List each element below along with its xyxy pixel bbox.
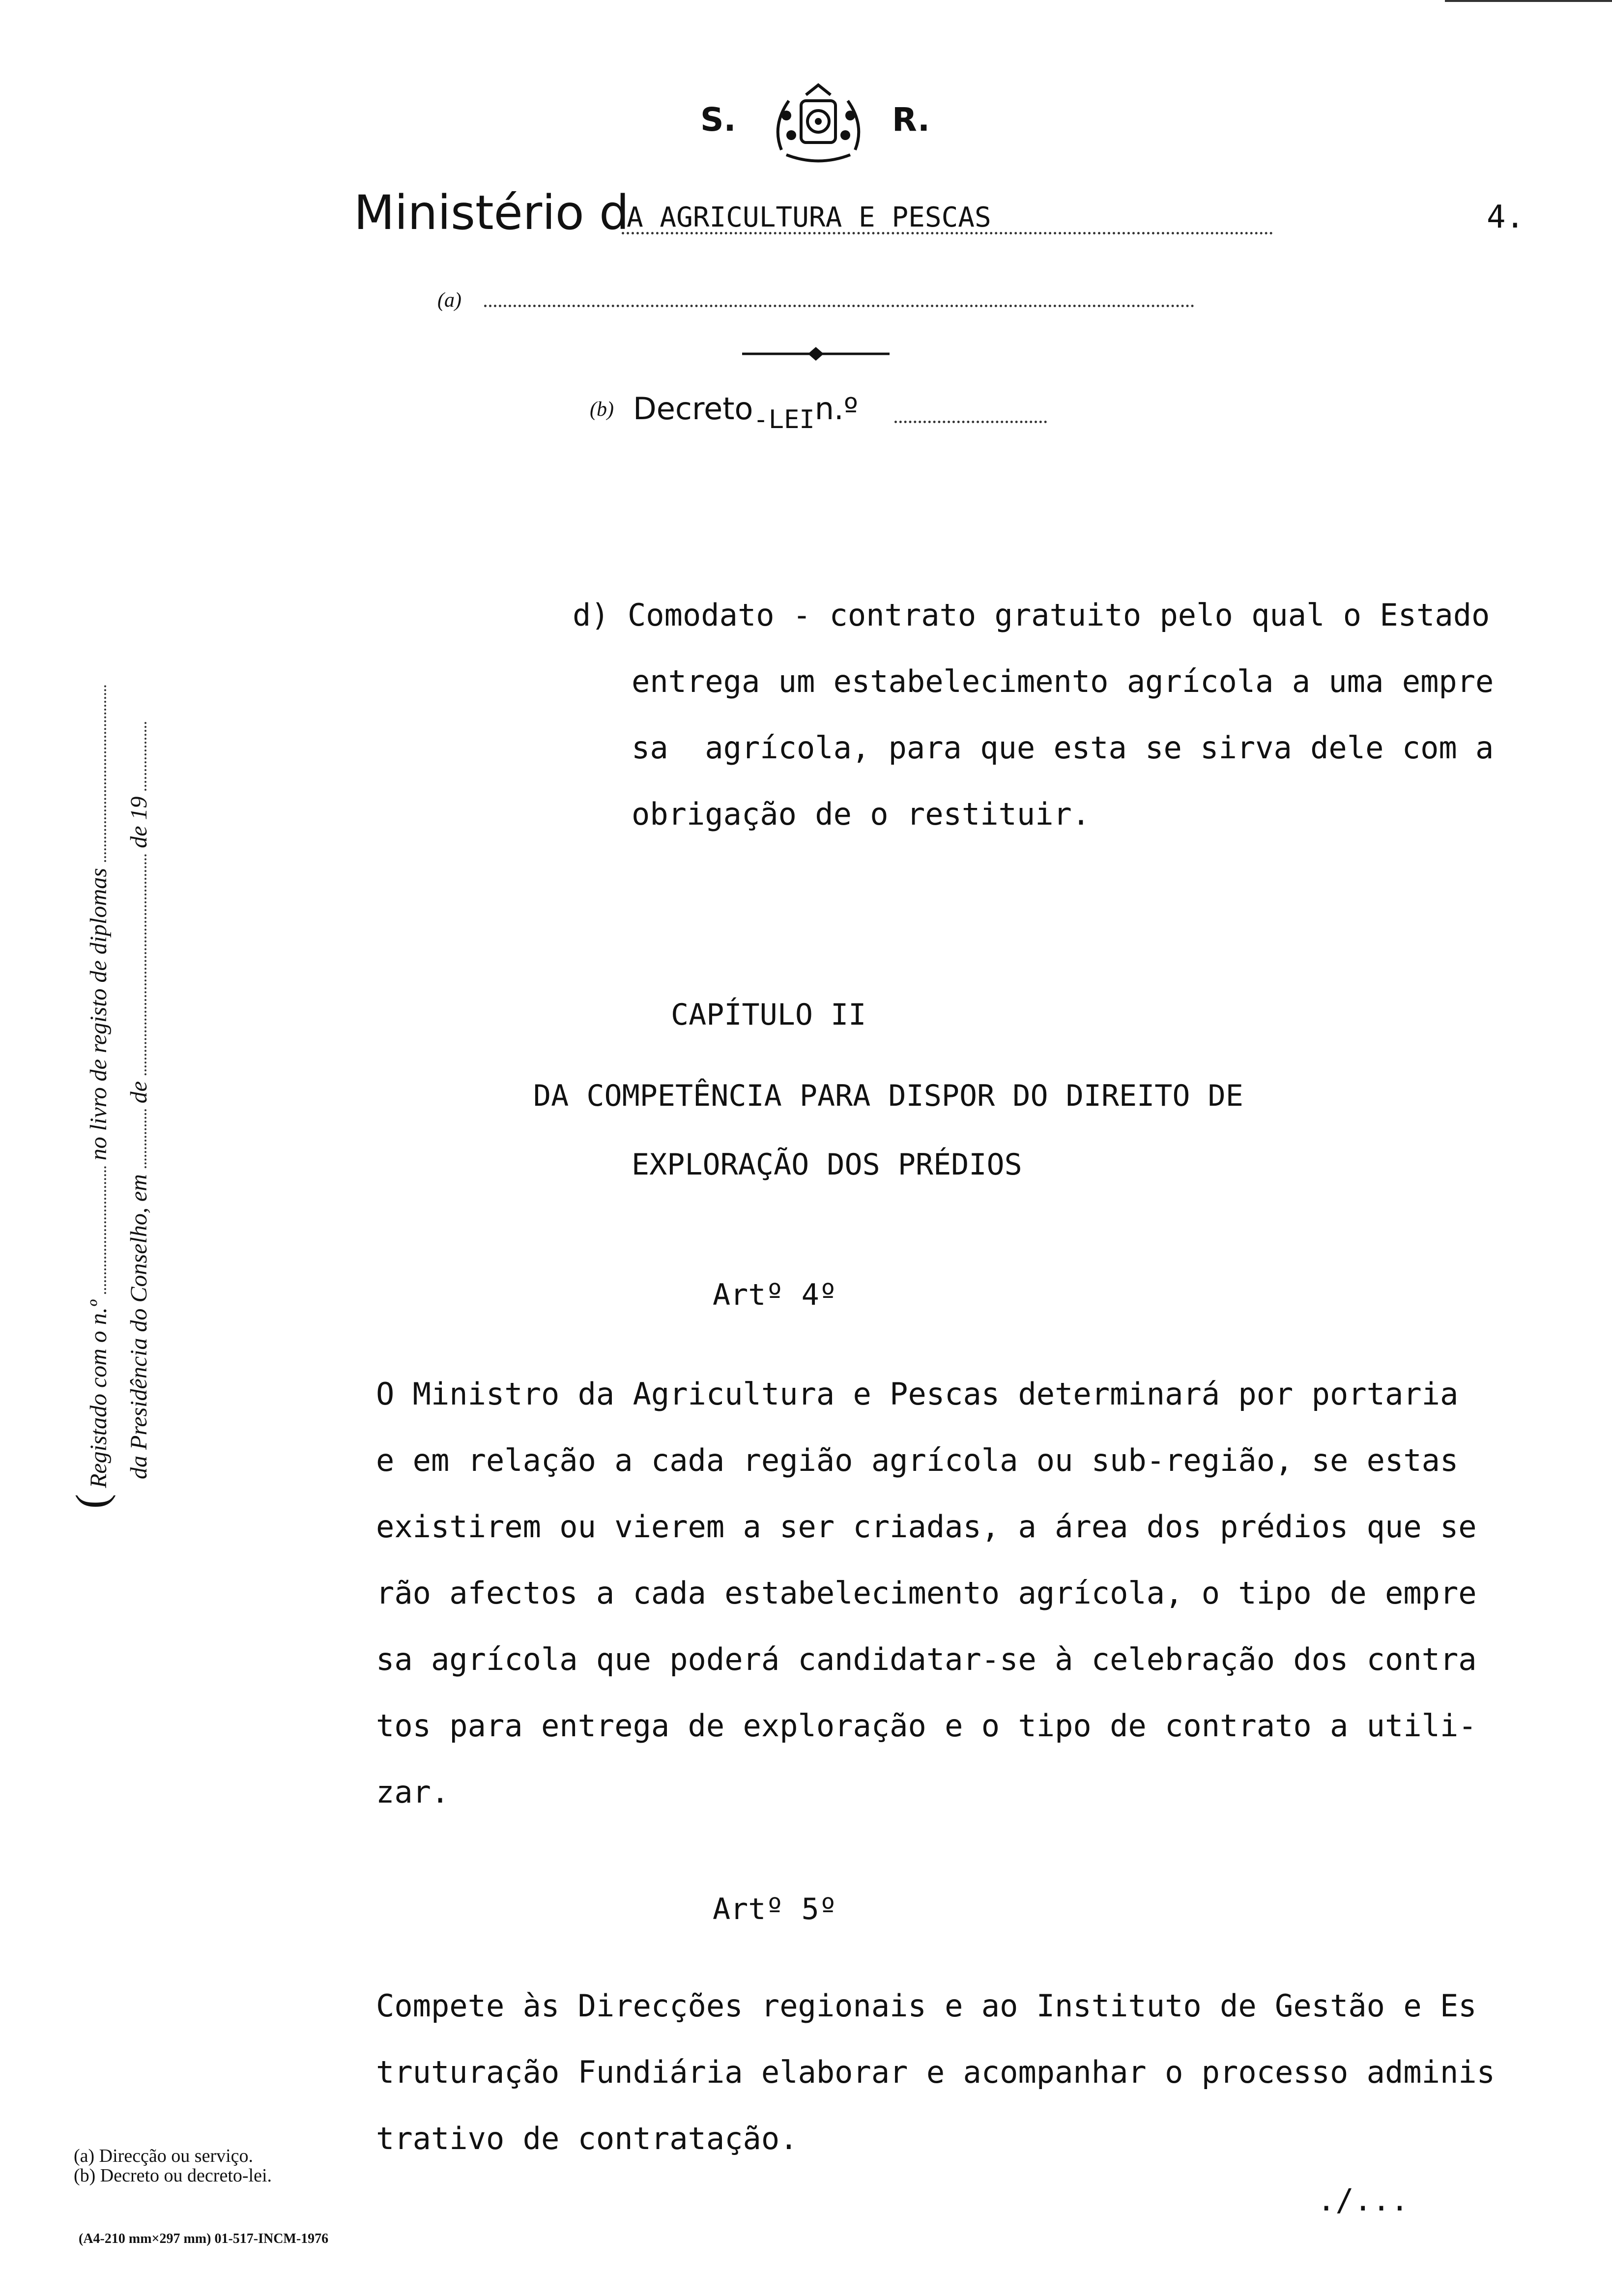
ornamental-divider	[742, 344, 890, 364]
article-5-heading: Artº 5º	[713, 1892, 837, 1926]
article-4-line: tos para entrega de exploração e o tipo de contrato a utili-	[376, 1708, 1477, 1744]
page-number: 4.	[1487, 199, 1525, 235]
clause-d-line: sa agrícola, para que esta se sirva dele com a	[632, 730, 1494, 766]
article-4-line: rão afectos a cada estabelecimento agrícola, o tipo de empre	[376, 1575, 1477, 1611]
chapter-title-line: EXPLORAÇÃO DOS PRÉDIOS	[632, 1148, 1022, 1182]
article-4-heading: Artº 4º	[713, 1278, 837, 1312]
form-reference: (A4-210 mm×297 mm) 01-517-INCM-1976	[79, 2231, 329, 2246]
margin-council-line: da Presidência do Conselho, em de de 19	[125, 722, 152, 1479]
letterhead-right: R.	[892, 101, 930, 139]
top-edge-rule	[1445, 0, 1612, 2]
article-4-line: existirem ou vierem a ser criadas, a área dos prédios que se	[376, 1509, 1477, 1545]
article-4-line: e em relação a cada região agrícola ou sub-região, se estas	[376, 1442, 1459, 1478]
coat-of-arms-emblem	[767, 81, 870, 165]
decreto-line	[590, 391, 1047, 434]
ministry-name: A AGRICULTURA E PESCAS	[627, 201, 991, 233]
letterhead-left: S.	[700, 101, 736, 139]
article-4-line: zar.	[376, 1774, 450, 1810]
article-5-line: Compete às Direcções regionais e ao Instituto de Gestão e Es	[376, 1988, 1477, 2024]
chapter-title-line: DA COMPETÊNCIA PARA DISPOR DO DIREITO DE	[533, 1079, 1243, 1113]
service-label: (a)	[437, 289, 461, 312]
decreto-dotted-fill	[894, 421, 1047, 423]
registration-margin-stamp	[64, 600, 187, 1509]
continuation-marker: ./...	[1317, 2182, 1409, 2218]
ministry-label: Ministério d	[354, 185, 630, 240]
ministry-line	[354, 185, 1278, 243]
clause-d-line: entrega um estabelecimento agrícola a uma empre	[632, 663, 1494, 699]
chapter-heading: CAPÍTULO II	[671, 998, 866, 1032]
decreto-label: Decreto$_{-LEI}$n.º	[633, 391, 858, 434]
footnote-a: (a) Direcção ou serviço.	[74, 2146, 254, 2166]
service-dotted-fill	[484, 305, 1194, 307]
article-5-line: trativo de contratação.	[376, 2121, 798, 2156]
decreto-marker: (b)	[590, 398, 614, 421]
article-5-line: truturação Fundiária elaborar e acompanhar o processo adminis	[376, 2054, 1495, 2090]
margin-registration-line: ( Registado com o n.º no livro de registo de diplomas	[66, 685, 117, 1509]
service-line	[437, 283, 1194, 312]
article-4-line: O Ministro da Agricultura e Pescas determinará por portaria	[376, 1376, 1459, 1412]
footnote-b: (b) Decreto ou decreto-lei.	[74, 2165, 272, 2186]
clause-d-line: d) Comodato - contrato gratuito pelo qual o Estado	[573, 597, 1490, 633]
clause-d-line: obrigação de o restituir.	[632, 796, 1091, 832]
article-4-line: sa agrícola que poderá candidatar-se à celebração dos contra	[376, 1641, 1477, 1677]
